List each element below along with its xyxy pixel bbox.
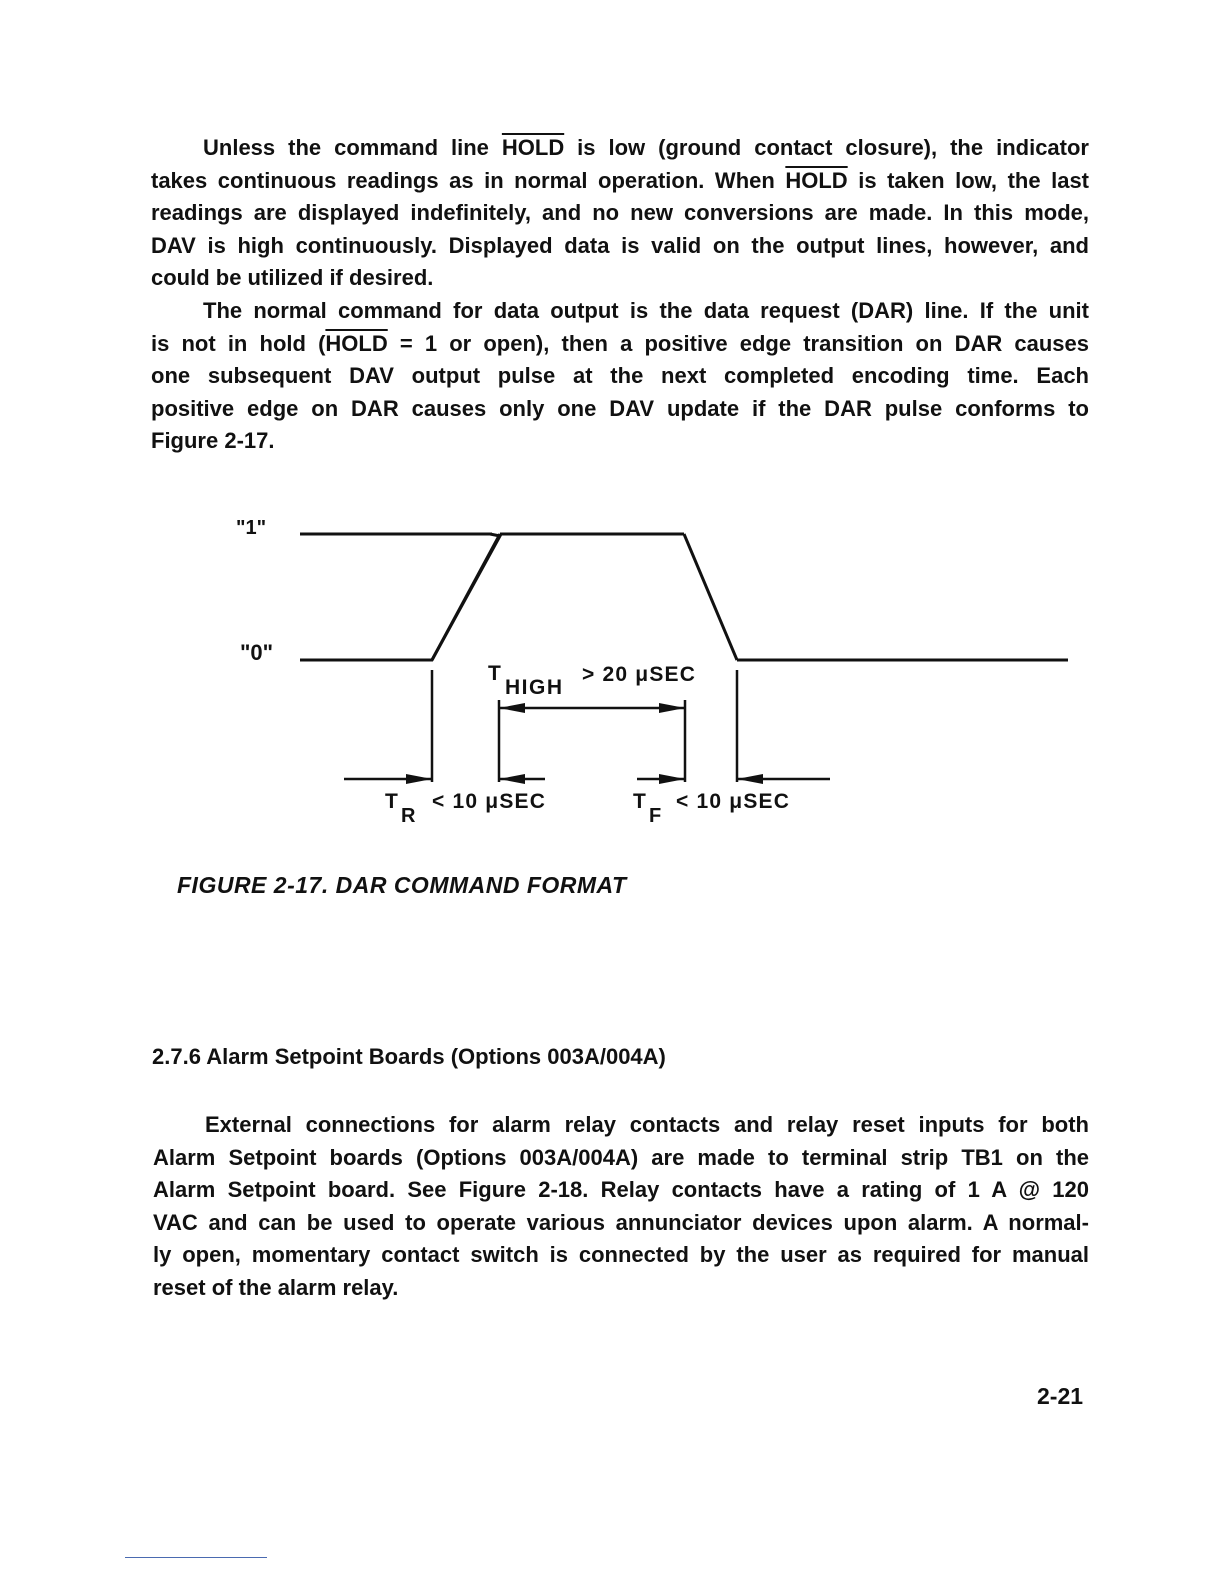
paragraph-dar-description (151, 295, 1089, 458)
arrowhead (406, 774, 432, 784)
text-line: is not in hold (HOLD = 1 or open), then a positive edge transition on DAR causes (151, 330, 1089, 356)
text-line: Alarm Setpoint board. See Figure 2-18. Relay contacts have a rating of 1 A @ 120 (153, 1177, 1089, 1202)
figure-caption: FIGURE 2-17. DAR COMMAND FORMAT (177, 872, 627, 898)
text-line: Alarm Setpoint boards (Options 003A/004A) are made to terminal strip TB1 on the (153, 1144, 1089, 1170)
t-high-value: > 20 μSEC (582, 663, 697, 686)
arrowhead (737, 774, 763, 784)
level-high-label: "1" (236, 517, 267, 539)
text-line: reset of the alarm relay. (153, 1274, 399, 1300)
hold-signal-label: HOLD (325, 330, 388, 356)
section-heading: 2.7.6 Alarm Setpoint Boards (Options 003A/004A) (152, 1044, 666, 1069)
text-line: The normal command for data output is the data request (DAR) line. If the unit (203, 298, 1089, 323)
t-fall-symbol: T (633, 790, 646, 813)
rising-edge (432, 534, 500, 660)
falling-edge (684, 534, 737, 660)
t-fall-subscript: F (649, 805, 662, 827)
bottom-rule (125, 1557, 267, 1558)
text-line: VAC and can be used to operate various annunciator devices upon alarm. A normal- (153, 1209, 1089, 1235)
t-high-subscript: HIGH (505, 676, 564, 699)
arrowhead (659, 703, 685, 713)
t-rise-value: < 10 μSEC (432, 790, 547, 813)
text-line: DAV is high continuously. Displayed data is valid on the output lines, however, and (151, 232, 1089, 258)
t-high-symbol: T (488, 662, 501, 685)
paragraph-alarm-connections (153, 1109, 1089, 1304)
arrowhead (659, 774, 685, 784)
text-line: takes continuous readings as in normal operation. When HOLD is taken low, the last (151, 167, 1090, 193)
text-line: Unless the command line HOLD is low (ground contact closure), the indicator (203, 135, 1089, 160)
text-line: readings are displayed indefinitely, and no new conversions are made. In this mode, (151, 200, 1089, 225)
hold-signal-label: HOLD (501, 135, 565, 160)
arrowhead (499, 703, 525, 713)
text-line: positive edge on DAR causes only one DAV update if the DAR pulse conforms to (151, 395, 1089, 421)
t-fall-value: < 10 μSEC (676, 790, 791, 813)
paragraph-hold-description (151, 132, 1089, 295)
t-rise-symbol: T (385, 790, 398, 813)
text-line: External connections for alarm relay contacts and relay reset inputs for both (205, 1112, 1089, 1137)
text-line: ly open, momentary contact switch is connected by the user as required for manual (153, 1242, 1089, 1267)
text-line: one subsequent DAV output pulse at the next completed encoding time. Each (151, 363, 1089, 388)
text-line: could be utilized if desired. (151, 265, 434, 290)
text-line: Figure 2-17. (151, 428, 275, 453)
arrowhead (499, 774, 525, 784)
hold-signal-label: HOLD (785, 167, 848, 193)
page-number: 2-21 (1037, 1383, 1084, 1409)
level-low-label: "0" (240, 640, 274, 665)
t-rise-subscript: R (401, 805, 416, 827)
dar-pulse-waveform (300, 534, 500, 660)
